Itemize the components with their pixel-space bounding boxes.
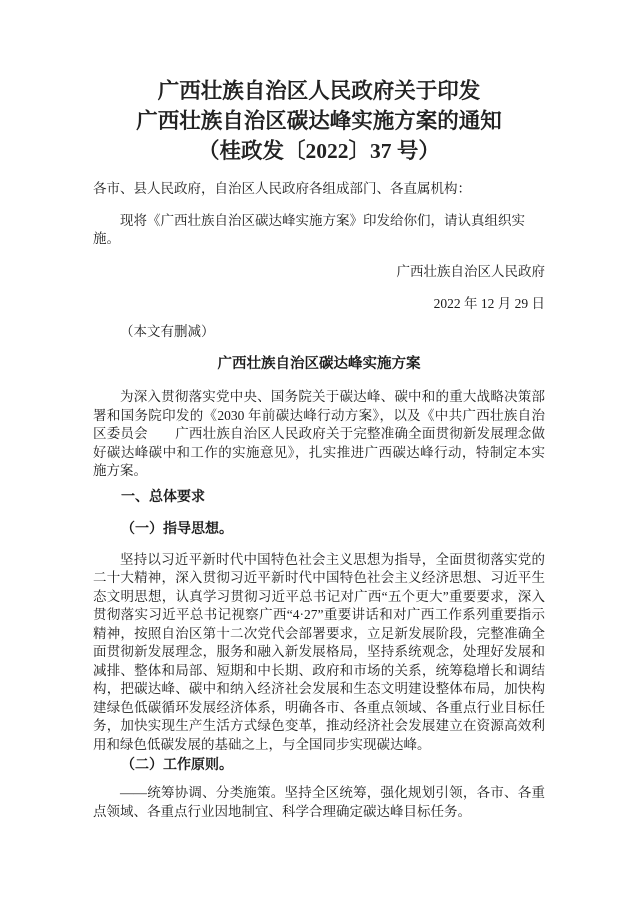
principle-paragraph-coordination: ——统筹协调、分类施策。坚持全区统筹，强化规划引领，各市、各重点领域、各重点行业因地制宜、科学合理确定碳达峰目标任务。	[93, 785, 545, 819]
document-title	[93, 76, 545, 166]
plan-title: 广西壮族自治区碳达峰实施方案	[217, 356, 421, 372]
preamble-paragraph: 为深入贯彻落实党中央、国务院关于碳达峰、碳中和的重大战略决策部署和国务院印发的《2030 年前碳达峰行动方案》，以及《中共广西壮族自治区委员会 广西壮族自治区人民政府关于完整准确全面贯彻新发展理念做好碳达峰碳中和工作的实施意见》，扎实推进广西碳达峰行动，特制定本实施方案。	[93, 389, 545, 478]
document-title-line-1: 广西壮族自治区人民政府关于印发	[157, 79, 481, 103]
section-heading-overall-requirements: 一、总体要求	[121, 489, 205, 505]
document-number-line: （桂政发〔2022〕37 号）	[198, 139, 440, 163]
redaction-note: （本文有删减）	[120, 323, 215, 339]
forwarding-notice: 现将《广西壮族自治区碳达峰实施方案》印发给你们，请认真组织实施。	[93, 212, 525, 246]
subsection-heading-work-principles: （二）工作原则。	[121, 758, 233, 773]
issuer-signature: 广西壮族自治区人民政府	[396, 263, 545, 279]
subsection-heading-guiding-ideology: （一）指导思想。	[121, 521, 233, 537]
addressee-line: 各市、县人民政府，自治区人民政府各组成部门、各直属机构：	[93, 181, 471, 196]
issue-date: 2022 年 12 月 29 日	[433, 296, 545, 311]
guiding-ideology-paragraph: 坚持以习近平新时代中国特色社会主义思想为指导，全面贯彻落实党的二十大精神，深入贯彻习近平新时代中国特色社会主义经济思想、习近平生态文明思想，认真学习贯彻习近平总书记对广西“五个更大”重要要求，深入贯彻落实习近平总书记视察广西“4·27”重要讲话和对广西工作系列重要指示精神，按照自治区第十二次党代会部署要求，立足新发展阶段，完整准确全面贯彻新发展理念，服务和融入新发展格局，坚持系统观念，处理好发展和减排、整体和局部、短期和中长期、政府和市场的关系，统筹稳增长和调结构，把碳达峰、碳中和纳入经济社会发展和生态文明建设整体布局，加快构建绿色低碳循环发展经济体系，明确各市、各重点领域、各重点行业目标任务，加快实现生产生活方式绿色变革，推动经济社会发展建立在资源高效利用和绿色低碳发展的基础之上，与全国同步实现碳达峰。	[93, 551, 545, 752]
document-title-line-2: 广西壮族自治区碳达峰实施方案的通知	[136, 109, 502, 133]
